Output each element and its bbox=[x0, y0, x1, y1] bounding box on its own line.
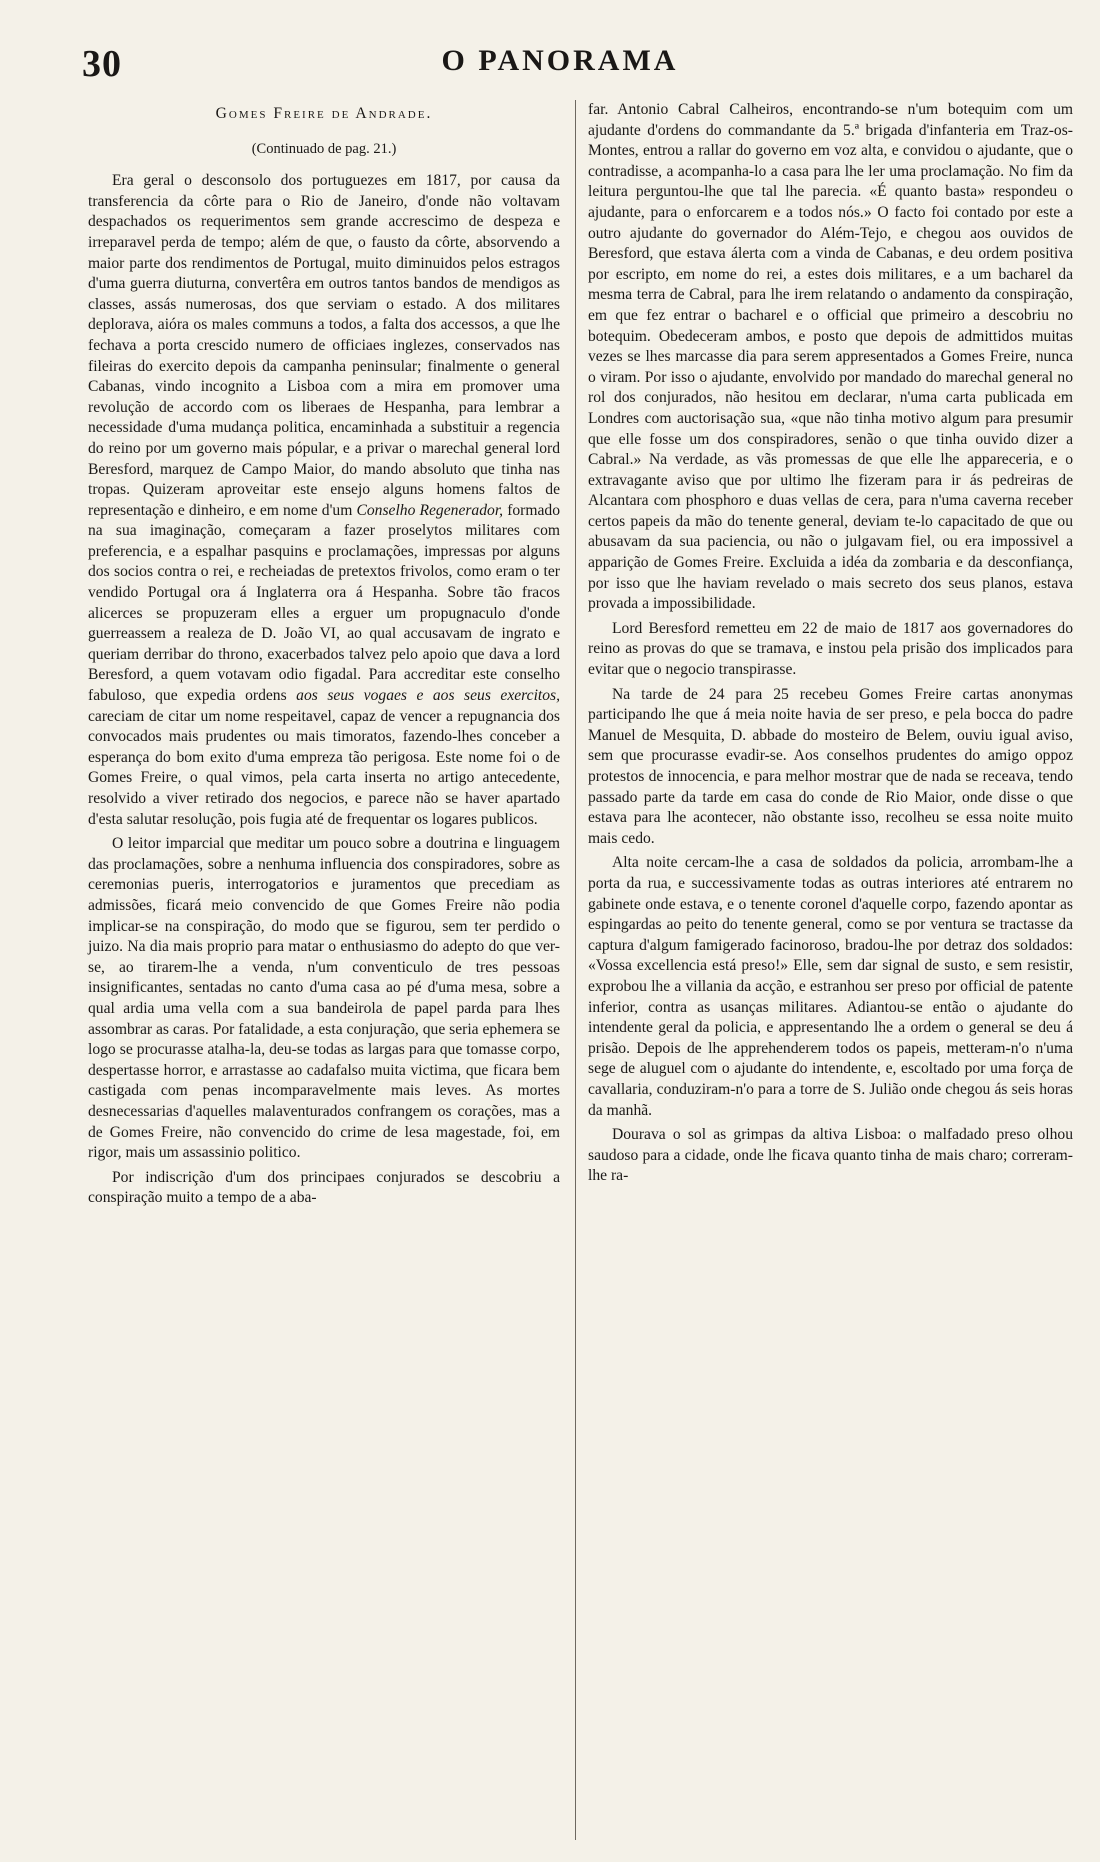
right-column bbox=[588, 100, 1073, 1191]
paragraph: Lord Beresford remetteu em 22 de maio de 1817 aos governadores do reino as provas do que se tramava, e instou pela prisão dos implicados para evitar que o negocio transpirasse. bbox=[588, 619, 1073, 679]
paragraph: Na tarde de 24 para 25 recebeu Gomes Freire cartas anonymas participando lhe que á meia noite havia de ser preso, e pela bocca do padre Manuel de Mesquita, D. abbade do mosteiro de Belem, ouviu igual aviso, sem que procurasse evadir-se. Aos conselhos prudentes do amigo oppoz protestos de innocencia, e para melhor mostrar que de nada se receava, tendo passado parte da tarde em casa do conde de Rio Maior, onde disse o que estava para lhe acontecer, não obstante isso, recolheu se essa noite muito mais cedo. bbox=[588, 685, 1073, 847]
column-divider bbox=[575, 100, 576, 1840]
paragraph: Por indiscrição d'um dos principaes conjurados se descobriu a conspiração muito a tempo de a aba- bbox=[88, 1168, 560, 1207]
paragraph-text: Era geral o desconsolo dos portuguezes em 1817, por causa da transferencia da côrte para o Rio de Janeiro, d'onde não voltavam despachados os requerimentos sem grande accrescimo de despeza e irreparavel perda de tempo; além de que, o fausto da côrte, absorvendo a maior parte dos rendimentos de Portugal, muito diminuidos pelos estragos d'uma guerra diuturna, convertêra em outros tantos bandos de mendigos as classes, assás numerosas, dos que serviam o estado. A dos militares deplorava, aióra os males communs a todos, a falta dos accessos, a que lhe fechava a porta crescido numero de officiaes inglezes, conservados nas fileiras do exercito depois da campanha peninsular; finalmente o general Cabanas, vindo incognito a Lisboa com a mira em promover uma revolução de accordo com os liberaes de Hespanha, para lembrar a necessidade d'uma mudança politica, encaminhada a substituir a regencia do reino por um governo mais pópular, e a privar o marechal general lord Beresford, marquez de Campo Maior, do mando absoluto que tinha nas tropas. Quizeram aproveitar este ensejo alguns homens faltos de representação e dinheiro, e em nome d'um bbox=[88, 172, 560, 519]
page-number: 30 bbox=[82, 43, 122, 85]
continuation-note: (Continuado de pag. 21.) bbox=[251, 140, 397, 157]
paragraph: Alta noite cercam-lhe a casa de soldados da policia, arrombam-lhe a porta da rua, e successivamente todas as outras interiores até entrarem no gabinete onde estava, e o tenente coronel d'aquelle corpo, fazendo apontar as espingardas ao peito do tenente general, como se por ventura se tractasse da captura d'algum famigerado facinoroso, bradou-lhe por detraz dos soldados: «Vossa excellencia está preso!» Elle, sem dar signal de susto, e sem resistir, exprobou lhe a villania da acção, e estranhou ser preso por official de patente inferior, contra as usanças militares. Adiantou-se então o ajudante do intendente geral da policia, e appresentando lhe a ordem o general se deu á prisão. Depois de lhe apprehenderem todos os papeis, metteram-n'o n'uma sege de aluguel com o ajudante do intendente, e, escoltado por uma força de cavallaria, conduziram-n'o para a torre de S. Julião onde chegou ás seis horas da manhã. bbox=[588, 854, 1073, 1119]
left-column bbox=[88, 100, 560, 1213]
article-title: Gomes Freire de Andrade. bbox=[215, 105, 433, 122]
paragraph-emphasis: Conselho Regenerador, bbox=[356, 501, 504, 519]
paragraph bbox=[88, 171, 560, 830]
paragraph-emphasis: aos seus vogaes e aos seus exercitos, bbox=[296, 687, 560, 705]
paragraph-text: formado na sua imaginação, começaram a fazer proselytos militares com preferencia, e a espalhar pasquins e proclamações, impressas por alguns dos socios contra o rei, e recheiadas de pretextos frivolos, como eram o ter vendido Portugal ora á Inglaterra ora á Hespanha. Sobre tão fracos alicerces se propuzeram elles a erguer um propugnaculo d'onde guerreassem a realeza de D. João VI, ao qual accusavam de ingrato e queriam derribar do throno, exacerbados talvez pelo apoio que dava a lord Beresford, a quem votavam odio figadal. Para accreditar este conselho fabuloso, que expedia ordens bbox=[88, 501, 561, 705]
journal-title: O PANORAMA bbox=[441, 44, 679, 77]
paragraph: O leitor imparcial que meditar um pouco sobre a doutrina e linguagem das proclamações, sobre a nenhuma influencia dos conspiradores, sobre as ceremonias pueris, interrogatorios e juramentos que precediam as admissões, ficará meio convencido de que Gomes Freire não podia implicar-se na conspiração, do modo que se figurou, sem ter perdido o juizo. Na dia mais proprio para matar o enthusiasmo do adepto do que ver-se, ao tirarem-lhe a venda, n'um conventiculo de tres pessoas insignificantes, sentadas no canto d'uma casa ao pé d'uma mesa, sobre a qual ardia uma vella com a sua bandeirola de papel parda para lhes assombrar as caras. Por fatalidade, a esta conjuração, que seria ephemera se logo se procurasse atalha-la, deu-se todas as largas para que tomasse corpo, despertasse horror, e arrastasse ao cadafalso muita victima, que ficara bem castigada com penas incomparavelmente mais leves. As mortes desnecessarias d'aquelles malaventurados confrangem os corações, mas a de Gomes Freire, não convencido do crime de lesa magestade, foi, em rigor, mais um assassinio politico. bbox=[88, 835, 560, 1162]
paragraph: Dourava o sol as grimpas da altiva Lisboa: o malfadado preso olhou saudoso para a cidade, onde lhe ficava quanto tinha de mais charo; correram-lhe ra- bbox=[588, 1126, 1073, 1185]
page-header bbox=[60, 38, 1060, 98]
paragraph: far. Antonio Cabral Calheiros, encontrando-se n'um botequim com um ajudante d'ordens do commandante da 5.ª brigada d'infanteria em Traz-os-Montes, entrou a rallar do governo em voz alta, e convidou o ajudante, que o contradisse, a acompanha-lo a casa para lhe ler uma proclamação. No fim da leitura perguntou-lhe que tal lhe parecia. «É quanto basta» respondeu o ajudante, para o enforcarem e a todos nós.» O facto foi contado por este a outro ajudante do governador do Além-Tejo, e chegou aos ouvidos de Beresford, que estava álerta com a vinda de Cabanas, e deu ordem positiva por escripto, em nome do rei, a estes dois militares, e a um bacharel da mesma terra de Cabral, para lhe irem relatando o andamento da conspiração, em que fez entrar o bacharel e o official que primeiro a descobriu no botequim. Obedeceram ambos, e posto que depois de admittidos muitas vezes se lhes marcasse dia para serem appresentados a Gomes Freire, nunca o viram. Por isso o ajudante, envolvido por mandado do marechal general no rol dos conjurados, não hesitou em declarar, n'uma carta publicada em Londres com auctorisação sua, «que não tinha motivo algum para presumir que elle fosse um dos conspiradores, senão o que tinha ouvido dizer a Cabral.» Na verdade, as vãs promessas de que elle lhe appareceria, e o extravagante aviso que por ultimo lhe fizeram para ir ás pedreiras de Alcantara com phosphoro e duas vellas de cera, para n'uma caverna receber certos papeis da mão do tenente general, deviam te-lo capacitado de que ou abusavam da sua paciencia, ou não o julgavam fiel, ou era impossivel a apparição de Gomes Freire. Excluida a idéa da zombaria e da desconfiança, por isso que lhe haviam revelado o mais secreto dos seus planos, estava provada a impossibilidade. bbox=[588, 101, 1073, 613]
paragraph-text: careciam de citar um nome respeitavel, capaz de vencer a repugnancia dos convocados mais prudentes ou mais timoratos, fazendo-lhes conceber a esperança do bom exito d'uma empreza tão perigosa. Este nome foi o de Gomes Freire, o qual vimos, pela carta inserta no artigo antecedente, resolvido a viver retirado dos negocios, e parece não se haver apartado d'esta salutar resolução, pois fugia até de frequentar os logares publicos. bbox=[88, 707, 560, 828]
